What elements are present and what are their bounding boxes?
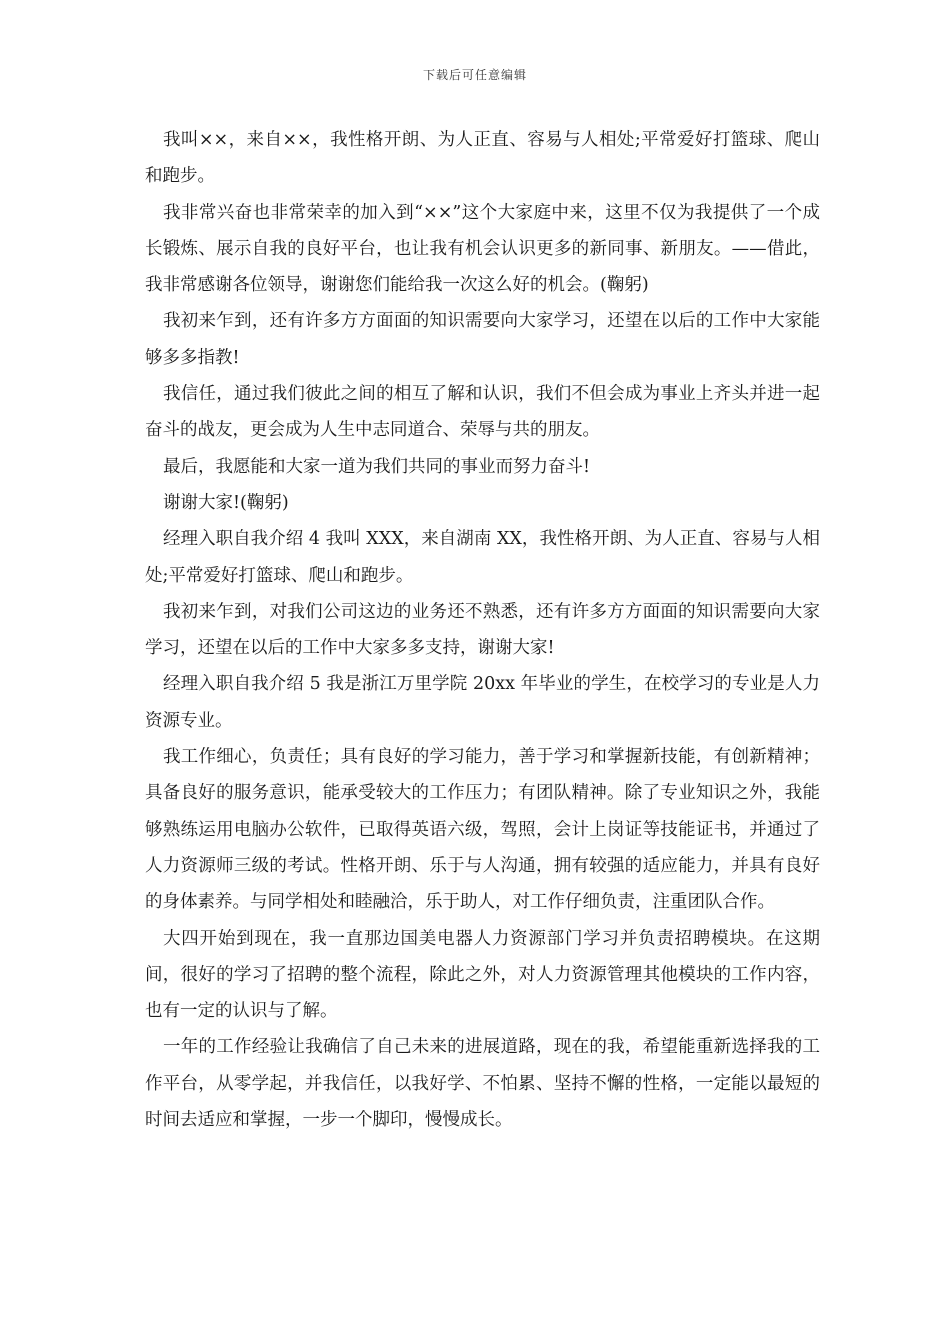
paragraph: 我初来乍到，还有许多方方面面的知识需要向大家学习，还望在以后的工作中大家能够多多指教!	[145, 311, 820, 368]
paragraph: 我信任，通过我们彼此之间的相互了解和认识，我们不但会成为事业上齐头并进一起奋斗的战友，更会成为人生中志同道合、荣辱与共的朋友。	[145, 384, 820, 441]
paragraph: 经理入职自我介绍 5 我是浙江万里学院 20xx 年毕业的学生，在校学习的专业是人力资源专业。	[145, 674, 820, 731]
paragraph: 经理入职自我介绍 4 我叫 XXX，来自湖南 XX，我性格开朗、为人正直、容易与人相处;平常爱好打篮球、爬山和跑步。	[145, 529, 820, 586]
paragraph: 一年的工作经验让我确信了自己未来的进展道路，现在的我，希望能重新选择我的工作平台，从零学起，并我信任，以我好学、不怕累、坚持不懈的性格，一定能以最短的时间去适应和掌握，一步一个脚印，慢慢成长。	[145, 1037, 820, 1131]
document-body	[145, 122, 820, 1138]
paragraph: 谢谢大家!(鞠躬)	[163, 492, 289, 513]
paragraph: 最后，我愿能和大家一道为我们共同的事业而努力奋斗!	[163, 456, 591, 477]
paragraph: 我工作细心，负责任；具有良好的学习能力，善于学习和掌握新技能，有创新精神；具备良好的服务意识，能承受较大的工作压力；有团队精神。除了专业知识之外，我能够熟练运用电脑办公软件，已取得英语六级，驾照，会计上岗证等技能证书，并通过了人力资源师三级的考试。性格开朗、乐于与人沟通，拥有较强的适应能力，并具有良好的身体素养。与同学相处和睦融洽，乐于助人，对工作仔细负责，注重团队合作。	[145, 747, 820, 913]
page-header-note: 下载后可任意编辑	[422, 68, 527, 82]
paragraph: 大四开始到现在，我一直那边国美电器人力资源部门学习并负责招聘模块。在这期间，很好的学习了招聘的整个流程，除此之外，对人力资源管理其他模块的工作内容，也有一定的认识与了解。	[145, 928, 820, 1022]
paragraph: 我叫××，来自××，我性格开朗、为人正直、容易与人相处;平常爱好打篮球、爬山和跑步。	[145, 130, 820, 187]
paragraph: 我非常兴奋也非常荣幸的加入到“××”这个大家庭中来，这里不仅为我提供了一个成长锻炼、展示自我的良好平台，也让我有机会认识更多的新同事、新朋友。——借此，我非常感谢各位领导，谢谢您们能给我一次这么好的机会。(鞠躬)	[145, 202, 820, 296]
paragraph: 我初来乍到，对我们公司这边的业务还不熟悉，还有许多方方面面的知识需要向大家学习，还望在以后的工作中大家多多支持，谢谢大家!	[145, 601, 820, 659]
